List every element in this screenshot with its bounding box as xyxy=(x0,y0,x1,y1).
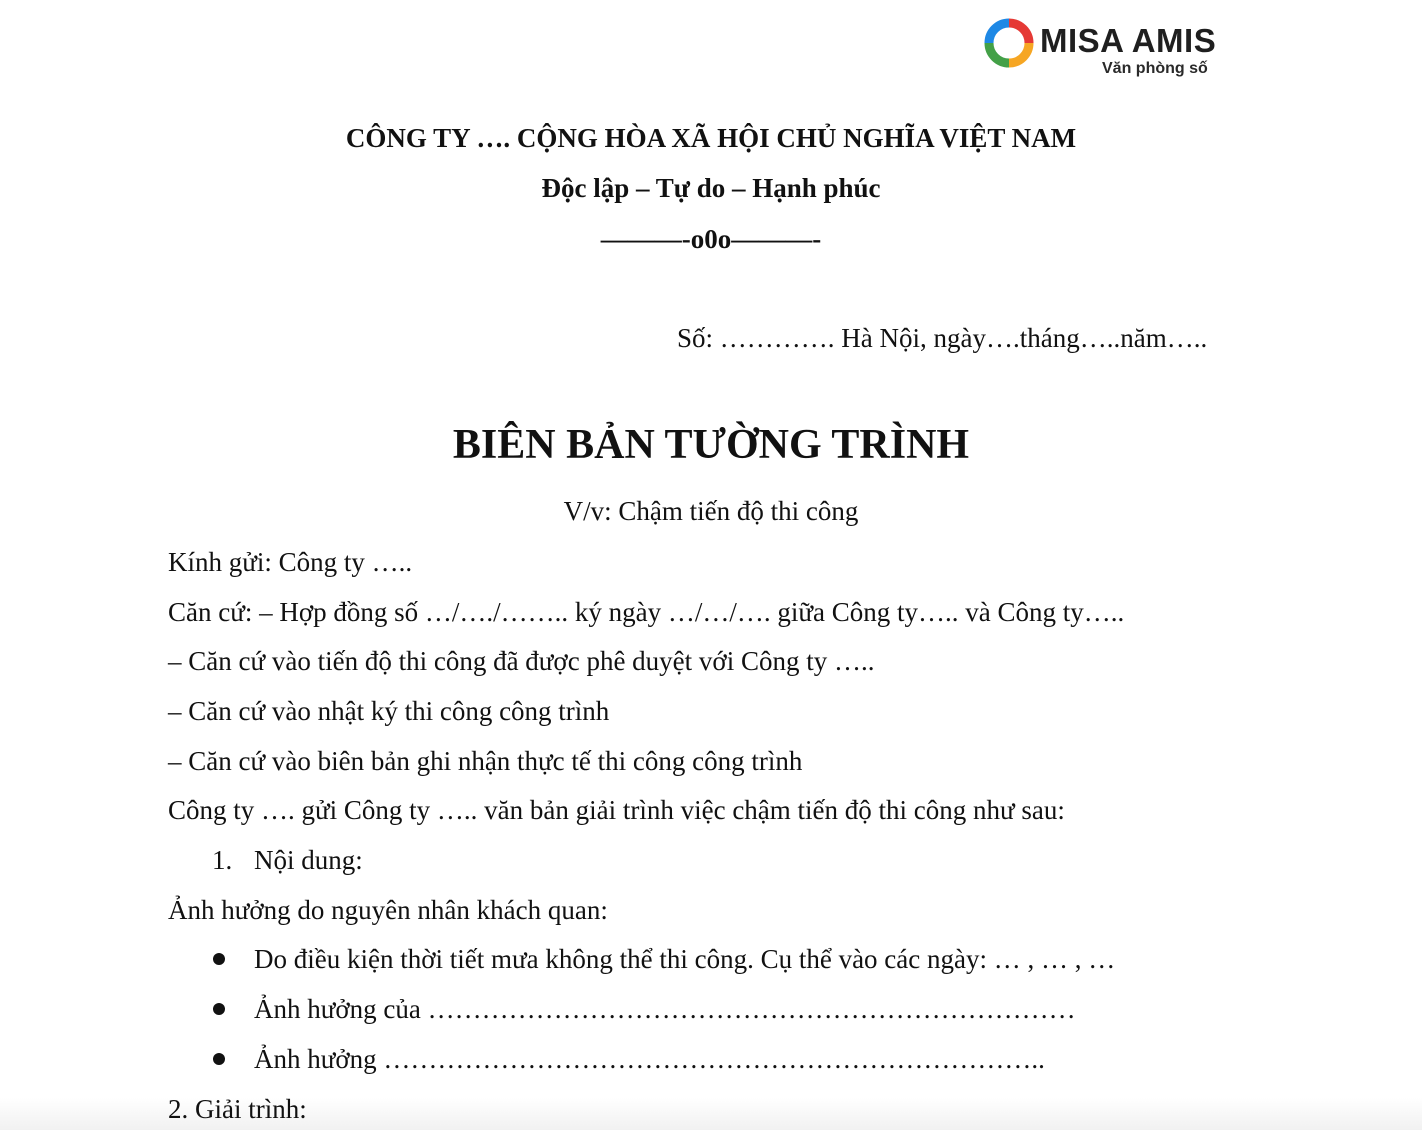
document-title: BIÊN BẢN TƯỜNG TRÌNH xyxy=(452,422,970,468)
bullet-icon xyxy=(213,1003,225,1015)
bullet-impact: Ảnh hưởng ……………………………………………………………….. xyxy=(254,1044,1045,1074)
brand-logo xyxy=(984,18,1224,82)
section-2-heading: 2. Giải trình: xyxy=(168,1094,307,1124)
header-company-republic: CÔNG TY …. CỘNG HÒA XÃ HỘI CHỦ NGHĨA VIỆT NAM xyxy=(345,123,1077,153)
bullet-icon xyxy=(213,953,225,965)
header-divider: ———-o0o———- xyxy=(600,224,822,254)
document-subject: V/v: Chậm tiến độ thi công xyxy=(563,496,859,526)
misa-amis-logo-icon xyxy=(984,18,1034,68)
bullet-impact-of: Ảnh hưởng của ……………………………………………………………… xyxy=(254,994,1076,1024)
brand-name: MISA AMIS xyxy=(1040,22,1217,59)
bullet-weather: Do điều kiện thời tiết mưa không thể thi công. Cụ thể vào các ngày: … , … , … xyxy=(254,944,1116,974)
bullet-icon xyxy=(213,1053,225,1065)
basis-record: – Căn cứ vào biên bản ghi nhận thực tế thi công công trình xyxy=(168,746,803,776)
section-1-number: 1. xyxy=(212,845,233,875)
basis-schedule: – Căn cứ vào tiến độ thi công đã được phê duyệt với Công ty ….. xyxy=(168,646,875,676)
header-motto: Độc lập – Tự do – Hạnh phúc xyxy=(541,173,881,203)
recipient-line: Kính gửi: Công ty ….. xyxy=(168,547,413,577)
basis-contract: Căn cứ: – Hợp đồng số …/…./…….. ký ngày …/…/…. giữa Công ty….. và Công ty….. xyxy=(168,597,1125,627)
brand-tagline: Văn phòng số xyxy=(1102,60,1208,77)
cause-heading: Ảnh hưởng do nguyên nhân khách quan: xyxy=(168,895,608,925)
section-1-label: Nội dung: xyxy=(254,845,363,875)
basis-diary: – Căn cứ vào nhật ký thi công công trình xyxy=(168,696,610,726)
document-number-date: Số: …………. Hà Nội, ngày….tháng…..năm….. xyxy=(677,323,1208,353)
intro-paragraph: Công ty …. gửi Công ty ….. văn bản giải trình việc chậm tiến độ thi công như sau: xyxy=(168,795,1065,825)
